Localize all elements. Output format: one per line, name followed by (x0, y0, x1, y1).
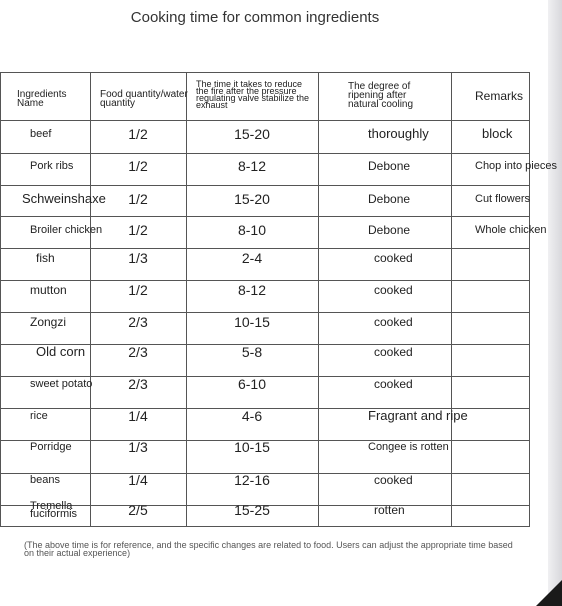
name-cell: Porridge (30, 441, 72, 453)
quantity-cell: 1/2 (128, 222, 148, 238)
degree-cell: thoroughly (368, 126, 429, 141)
name-cell: Old corn (36, 344, 86, 359)
page-edge-shadow (548, 0, 562, 606)
time-cell: 8-12 (237, 158, 267, 174)
table-row-divider (0, 120, 530, 121)
table-column-divider (0, 72, 1, 527)
page-title: Cooking time for common ingredients (130, 9, 380, 26)
name-cell: beans (30, 474, 60, 486)
time-cell: 4-6 (241, 408, 263, 424)
time-cell: 8-12 (237, 282, 267, 298)
degree-cell: cooked (374, 251, 413, 265)
quantity-cell: 2/5 (128, 502, 148, 518)
table-row-divider (0, 153, 530, 154)
name-cell: fish (36, 251, 55, 265)
degree-cell: Congee is rotten (368, 441, 449, 453)
quantity-cell: 2/3 (128, 344, 148, 360)
name-cell: Broiler chicken (30, 224, 103, 236)
remarks-cell: block (482, 126, 513, 141)
quantity-cell: 1/4 (128, 408, 148, 424)
remarks-cell: Chop into pieces (475, 160, 557, 172)
degree-cell: cooked (374, 377, 413, 391)
degree-cell: rotten (374, 503, 405, 517)
name-cell: Schweinshaxe (22, 191, 106, 206)
remarks-cell: Whole chicken (475, 224, 547, 236)
name-cell: mutton (30, 283, 67, 297)
quantity-cell: 2/3 (128, 376, 148, 392)
name-cell: Pork ribs (30, 160, 74, 172)
time-cell: 6-10 (237, 376, 267, 392)
footnote: (The above time is for reference, and the specific changes are related to food. Users can adjust the appropriate time based on their actual experience) (24, 540, 513, 558)
quantity-cell: 1/4 (128, 472, 148, 488)
time-cell: 2-4 (241, 250, 263, 266)
time-cell: 10-15 (234, 314, 270, 330)
time-cell: 12-16 (234, 472, 270, 488)
degree-cell: cooked (374, 283, 413, 297)
degree-cell: Debone (368, 192, 411, 206)
name-cell: beef (30, 128, 52, 140)
table-row-divider (0, 185, 530, 186)
name-cell: Tremella fuciformis (30, 500, 78, 520)
quantity-cell: 1/2 (128, 158, 148, 174)
degree-cell: cooked (374, 345, 413, 359)
table-row-divider (0, 526, 530, 527)
table-row-divider (0, 216, 530, 217)
degree-cell: cooked (374, 473, 413, 487)
table-column-divider (318, 72, 319, 527)
header-degree: The degree of ripening after natural cooling (348, 81, 414, 110)
header-ingredients: Ingredients Name (17, 89, 67, 109)
table-row-divider (0, 72, 530, 73)
name-cell: Zongzi (30, 315, 67, 329)
degree-cell: Fragrant and ripe (368, 408, 468, 423)
quantity-cell: 1/3 (128, 250, 148, 266)
time-cell: 10-15 (234, 439, 270, 455)
time-cell: 15-25 (234, 502, 270, 518)
time-cell: 15-20 (234, 126, 270, 142)
header-quantity: Food quantity/water quantity (100, 89, 188, 109)
quantity-cell: 2/3 (128, 314, 148, 330)
degree-cell: Debone (368, 223, 411, 237)
time-cell: 8-10 (237, 222, 267, 238)
quantity-cell: 1/2 (128, 126, 148, 142)
degree-cell: cooked (374, 315, 413, 329)
quantity-cell: 1/3 (128, 439, 148, 455)
name-cell: rice (30, 410, 48, 422)
time-cell: 15-20 (234, 191, 270, 207)
remarks-cell: Cut flowers (475, 193, 531, 205)
name-cell: sweet potato (30, 378, 93, 390)
quantity-cell: 1/2 (128, 282, 148, 298)
header-time: The time it takes to reduce the fire after the pressure regulating valve stabilize the exhaust (196, 79, 310, 110)
degree-cell: Debone (368, 159, 411, 173)
time-cell: 5-8 (241, 344, 263, 360)
quantity-cell: 1/2 (128, 191, 148, 207)
header-remarks: Remarks (475, 89, 524, 103)
